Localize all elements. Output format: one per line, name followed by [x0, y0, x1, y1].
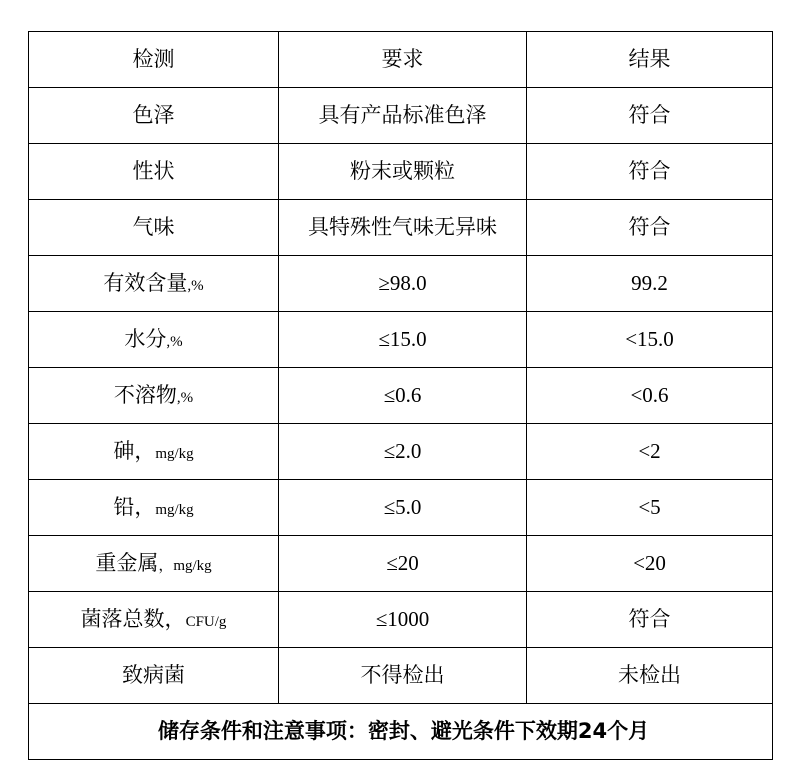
cell-item-unit: ,%	[187, 277, 204, 294]
cell-result: <15.0	[527, 312, 773, 368]
cell-result: 符合	[527, 592, 773, 648]
cell-result: 99.2	[527, 256, 773, 312]
table-row	[29, 256, 773, 312]
cell-result: 未检出	[527, 648, 773, 704]
cell-item: 色泽	[29, 88, 279, 144]
cell-item: 重金属，mg/kg	[29, 536, 279, 592]
cell-requirement: ≤15.0	[279, 312, 527, 368]
cell-item: 不溶物,%	[29, 368, 279, 424]
cell-requirement: ≥98.0	[279, 256, 527, 312]
cell-item: 性状	[29, 144, 279, 200]
cell-item: 致病菌	[29, 648, 279, 704]
table-row	[29, 648, 773, 704]
cell-requirement: ≤2.0	[279, 424, 527, 480]
table-row	[29, 312, 773, 368]
cell-item: 水分,%	[29, 312, 279, 368]
cell-item-unit: CFU/g	[185, 613, 227, 630]
storage-note: 储存条件和注意事项：密封、避光条件下效期24个月	[157, 718, 650, 743]
table-row	[29, 88, 773, 144]
cell-result: <5	[527, 480, 773, 536]
table-row	[29, 424, 773, 480]
cell-item: 菌落总数，CFU/g	[29, 592, 279, 648]
cell-requirement: ≤5.0	[279, 480, 527, 536]
specification-table	[28, 31, 773, 760]
cell-item: 气味	[29, 200, 279, 256]
cell-item: 有效含量,%	[29, 256, 279, 312]
cell-requirement: 粉末或颗粒	[279, 144, 527, 200]
table-row	[29, 536, 773, 592]
column-header-result: 结果	[527, 32, 773, 88]
cell-item: 铅，mg/kg	[29, 480, 279, 536]
cell-result: <2	[527, 424, 773, 480]
cell-requirement: ≤20	[279, 536, 527, 592]
table-row	[29, 368, 773, 424]
cell-item-unit: mg/kg	[155, 501, 194, 518]
cell-result: <20	[527, 536, 773, 592]
cell-requirement: ≤0.6	[279, 368, 527, 424]
column-header-item: 检测	[29, 32, 279, 88]
cell-requirement: 具有产品标准色泽	[279, 88, 527, 144]
cell-item-unit: mg/kg	[155, 445, 194, 462]
table-row	[29, 144, 773, 200]
cell-item-unit: ,%	[176, 389, 194, 406]
cell-item: 砷，mg/kg	[29, 424, 279, 480]
column-header-requirement: 要求	[279, 32, 527, 88]
table-header-row	[29, 32, 773, 88]
cell-result: <0.6	[527, 368, 773, 424]
cell-requirement: ≤1000	[279, 592, 527, 648]
table-footer-row	[29, 704, 773, 760]
spec-table-container	[28, 31, 772, 760]
table-row	[29, 200, 773, 256]
cell-result: 符合	[527, 200, 773, 256]
cell-requirement: 不得检出	[279, 648, 527, 704]
cell-requirement: 具特殊性气味无异味	[279, 200, 527, 256]
cell-result: 符合	[527, 88, 773, 144]
cell-result: 符合	[527, 144, 773, 200]
table-row	[29, 592, 773, 648]
footer-cell	[29, 704, 773, 760]
cell-item-unit: ,%	[166, 333, 183, 350]
table-row	[29, 480, 773, 536]
cell-item-unit: ，mg/kg	[158, 557, 212, 574]
